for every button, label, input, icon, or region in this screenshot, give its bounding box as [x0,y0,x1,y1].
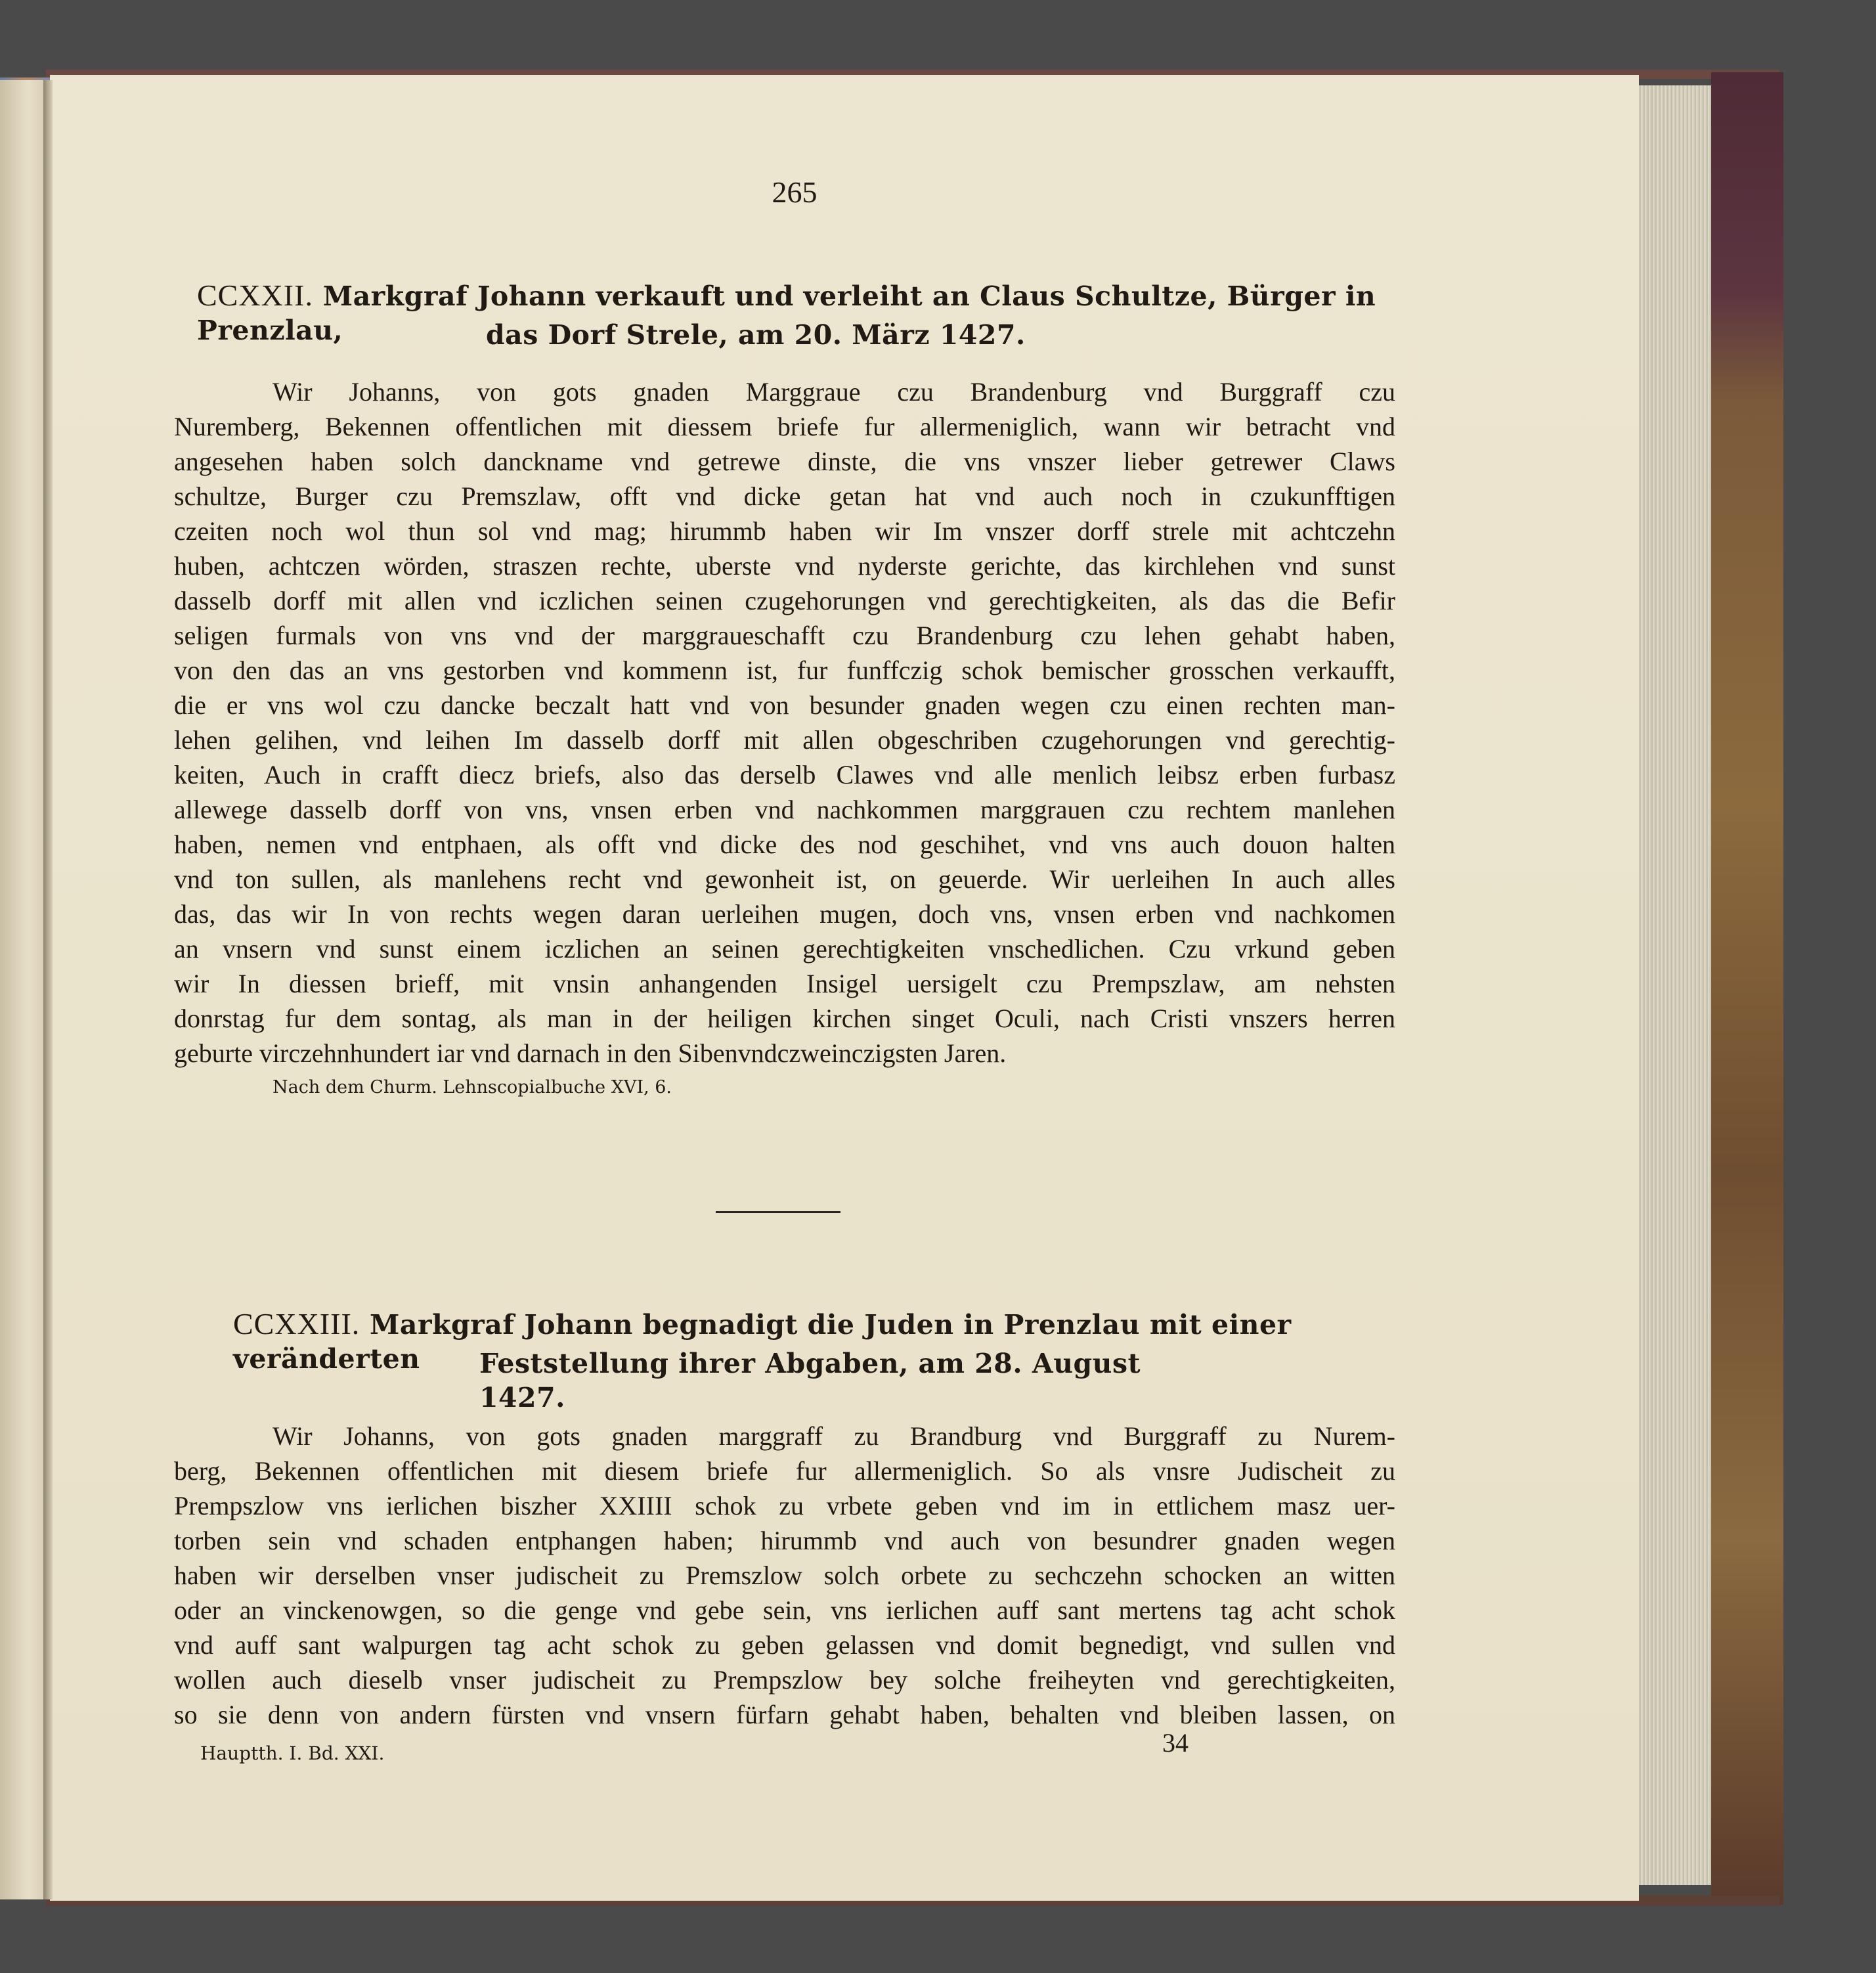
doc2-line: vnd auff sant walpurgen tag acht schok zu geben gelassen vnd domit begnedigt, vnd sullen vnd [174,1630,1395,1660]
doc1-line: lehen gelihen, vnd leihen Im dasselb dorff mit allen obgeschriben czugehorungen vnd gerechtig- [174,725,1395,755]
signature-mark: Hauptth. I. Bd. XXI. [200,1742,385,1764]
doc1-source-note: Nach dem Churm. Lehnscopialbuche XVI, 6. [273,1077,672,1097]
spine-gutter [43,80,53,1899]
left-page-sliver [0,80,47,1899]
doc1-body [174,374,1395,1071]
doc1-line: das, das wir In von rechts wegen daran uerleihen mugen, doch vns, vnsen erben vnd nachkomen [174,899,1395,929]
doc1-line: keiten, Auch in crafft diecz briefs, also das derselb Clawes vnd alle menlich leibsz erben furbasz [174,760,1395,789]
doc1-line: czeiten noch wol thun sol vnd mag; hirummb haben wir Im vnszer dorff strele mit achtczehn [174,516,1395,546]
doc1-line: seligen furmals von vns vnd der marggraueschafft czu Brandenburg czu lehen gehabt haben, [174,621,1395,650]
doc1-line: huben, achtczen wörden, straszen rechte, uberste vnd nyderste gerichte, das kirchlehen vnd sunst [174,551,1395,581]
doc2-heading-title: Markgraf Johann begnadigt die Juden in Prenzlau mit einer veränderten [233,1309,1292,1375]
doc1-line: angesehen haben solch danckname vnd getrewe dinste, die vns vnszer lieber getrewer Claws [174,447,1395,476]
doc2-line: Prempszlow vns ierlichen biszher XXIIII schok zu vrbete geben vnd im in ettlichem masz uer- [174,1491,1395,1520]
doc2-line: haben wir derselben vnser judischeit zu Premszlow solch orbete zu sechczehn schocken an witten [174,1561,1395,1590]
sheet-number: 34 [1162,1728,1189,1758]
page-number: 265 [772,175,818,209]
page-block-edges [1639,85,1711,1885]
doc1-line: Nuremberg, Bekennen offentlichen mit diessem briefe fur allermeniglich, wann wir betracht vnd [174,412,1395,441]
doc2-line: torben sein vnd schaden entphangen haben; hirummb vnd auch von besundrer gnaden wegen [174,1526,1395,1555]
doc2-line: berg, Bekennen offentlichen mit diesem briefe fur allermeniglich. So als vnsre Judischeit zu [174,1456,1395,1486]
doc1-heading-number: CCXXII. [197,278,313,312]
doc1-line: donrstag fur dem sontag, als man in der heiligen kirchen singet Oculi, nach Cristi vnszers herren [174,1004,1395,1033]
book-cover-right [1711,72,1783,1905]
doc1-line: an vnsern vnd sunst einem iczlichen an seinen gerechtigkeiten vnschedlichen. Czu vrkund geben [174,934,1395,964]
doc2-body [174,1419,1395,1732]
doc1-line: allewege dasselb dorff von vns, vnsen erben vnd nachkommen marggrauen czu rechtem manlehen [174,795,1395,824]
doc1-line: geburte virczehnhundert iar vnd darnach in den Sibenvndczweinczigsten Jaren. [174,1038,1007,1068]
doc1-line: die er vns wol czu dancke beczalt hatt vnd von besunder gnaden wegen czu einen rechten man- [174,690,1395,720]
doc1-heading-line2: das Dorf Strele, am 20. März 1427. [486,319,1026,351]
section-divider [716,1211,840,1213]
doc2-heading-line2: Feststellung ihrer Abgaben, am 28. August 1427. [479,1348,1141,1413]
doc1-line: wir In diessen brieff, mit vnsin anhangenden Insigel uersigelt czu Prempszlaw, am nehsten [174,969,1395,998]
doc2-line: so sie denn von andern fürsten vnd vnsern fürfarn gehabt haben, behalten vnd bleiben lassen, on [174,1700,1395,1729]
doc2-line: Wir Johanns, von gots gnaden marggraff zu Brandburg vnd Burggraff zu Nurem- [273,1421,1395,1451]
doc1-line: von den das an vns gestorben vnd kommenn ist, fur funffczig schok bemischer grosschen verkaufft, [174,655,1395,685]
doc2-line: oder an vinckenowgen, so die genge vnd gebe sein, vns ierlichen auff sant mertens tag acht schok [174,1595,1395,1625]
doc2-heading-number: CCXXIII. [233,1307,360,1341]
doc1-heading-title: Markgraf Johann verkauft und verleiht an Claus Schultze, Bürger in Prenzlau, [197,280,1376,346]
doc1-line: haben, nemen vnd entphaen, als offt vnd dicke des nod geschihet, vnd vns auch douon halten [174,830,1395,859]
doc1-line: schultze, Burger czu Premszlaw, offt vnd dicke getan hat vnd auch noch in czukunfftigen [174,481,1395,511]
doc1-line: dasselb dorff mit allen vnd iczlichen seinen czugehorungen vnd gerechtigkeiten, als das die Befir [174,586,1395,615]
doc1-line: vnd ton sullen, als manlehens recht vnd gewonheit ist, on geuerde. Wir uerleihen In auch alles [174,864,1395,894]
doc1-line: Wir Johanns, von gots gnaden Marggraue czu Brandenburg vnd Burggraff czu [273,377,1395,407]
doc2-line: wollen auch dieselb vnser judischeit zu Prempszlow bey solche freiheyten vnd gerechtigkeiten, [174,1665,1395,1695]
